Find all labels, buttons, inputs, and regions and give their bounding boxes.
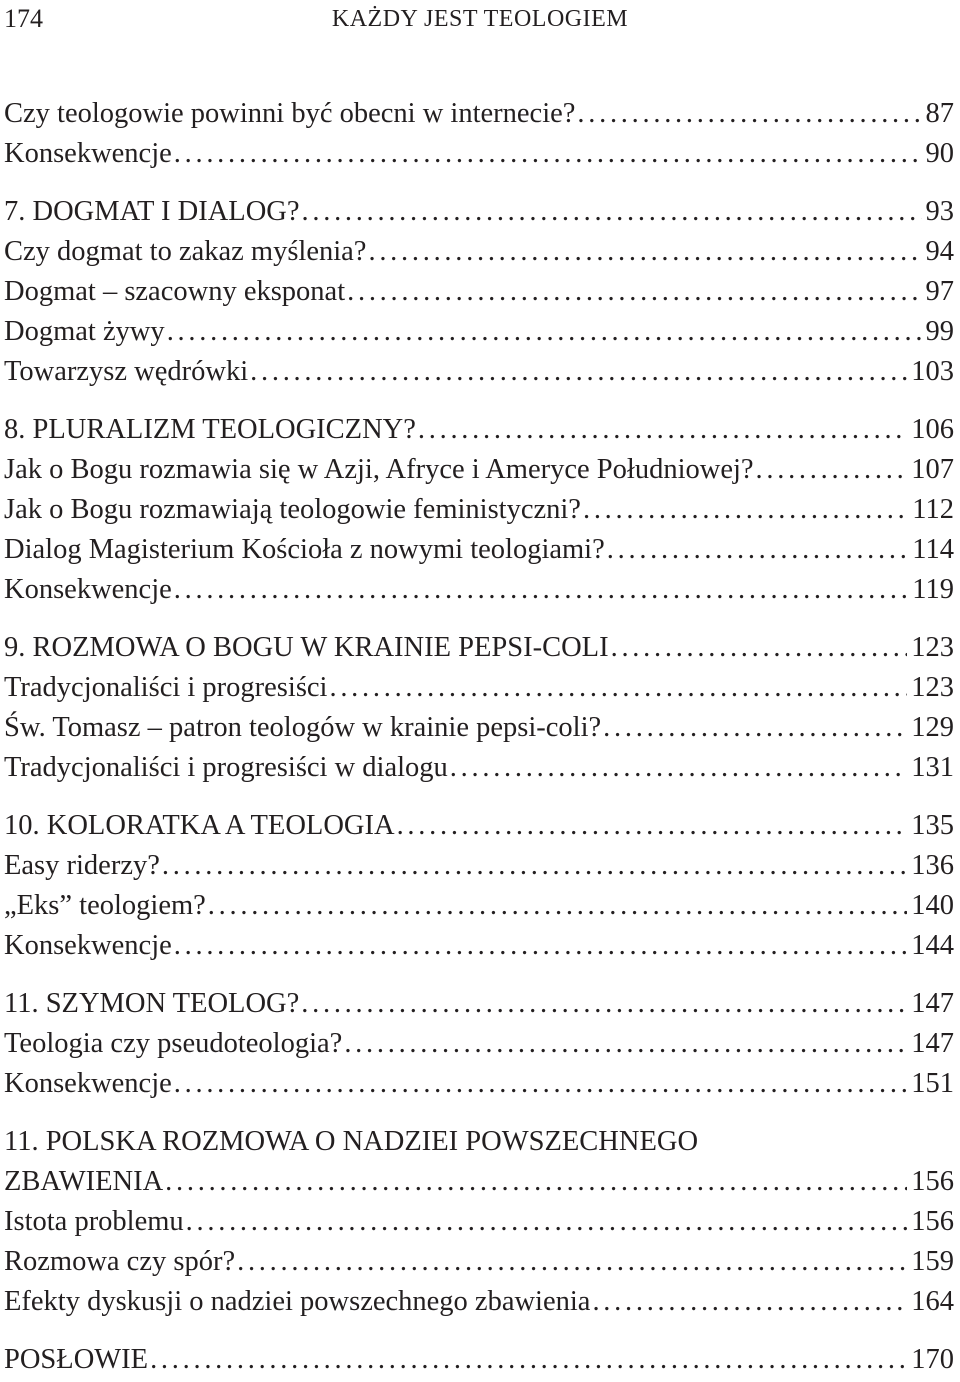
toc-entry	[4, 628, 954, 668]
toc-entry	[4, 410, 954, 450]
toc-entry	[4, 94, 954, 134]
dot-leader	[583, 490, 908, 530]
dot-leader	[162, 846, 907, 886]
toc-entry-page: 147	[911, 988, 954, 1019]
toc-entry-page: 129	[911, 712, 954, 743]
dot-leader	[150, 1340, 907, 1380]
toc-entry	[4, 490, 954, 530]
toc-entry	[4, 312, 954, 352]
dot-leader	[174, 570, 909, 610]
toc-entry	[4, 134, 954, 174]
dot-leader	[237, 1242, 907, 1282]
toc-entry	[4, 570, 954, 610]
toc-entry-page: 135	[911, 810, 954, 841]
toc-entry	[4, 708, 954, 748]
toc-entry-page: 159	[911, 1246, 954, 1277]
toc-entry-page: 103	[911, 356, 954, 387]
dot-leader	[329, 668, 907, 708]
toc-section	[4, 1122, 954, 1322]
toc-entry-title: 10. KOLORATKA A TEOLOGIA	[4, 810, 395, 841]
toc-entry-page: 170	[911, 1344, 954, 1375]
toc-entry-title: Efekty dyskusji o nadziei powszechnego zbawienia	[4, 1286, 591, 1317]
dot-leader	[607, 530, 909, 570]
toc-entry	[4, 352, 954, 392]
dot-leader	[174, 926, 907, 966]
toc-entry-title: Jak o Bogu rozmawia się w Azji, Afryce i Ameryce Południowej?	[4, 454, 754, 485]
toc-entry-page: 90	[925, 138, 954, 169]
toc-entry-title: 8. PLURALIZM TEOLOGICZNY?	[4, 414, 416, 445]
toc-entry	[4, 1064, 954, 1104]
toc-entry	[4, 984, 954, 1024]
toc-entry	[4, 1024, 954, 1064]
toc-entry-title: Tradycjonaliści i progresiści	[4, 672, 328, 703]
toc-entry-title: Jak o Bogu rozmawiają teologowie feministyczni?	[4, 494, 581, 525]
toc-entry	[4, 806, 954, 846]
toc-entry-title: 9. ROZMOWA O BOGU W KRAINIE PEPSI-COLI	[4, 632, 609, 663]
toc-entry-page: 93	[925, 196, 954, 227]
toc-entry-page: 156	[911, 1206, 954, 1237]
toc-entry-title: Dogmat – szacowny eksponat	[4, 276, 346, 307]
dot-leader	[418, 410, 907, 450]
page-number: 174	[4, 4, 43, 33]
toc-entry-page: 94	[925, 236, 954, 267]
toc-entry	[4, 1162, 954, 1202]
toc-entry-title: 11. POLSKA ROZMOWA O NADZIEI POWSZECHNEGO	[4, 1126, 699, 1157]
toc-entry-page: 140	[911, 890, 954, 921]
toc-entry-page: 131	[911, 752, 954, 783]
toc-entry-page: 147	[911, 1028, 954, 1059]
toc-section	[4, 94, 954, 174]
toc-entry-page: 99	[925, 316, 954, 347]
dot-leader	[174, 134, 922, 174]
toc-entry	[4, 1122, 954, 1162]
toc-entry	[4, 530, 954, 570]
dot-leader	[344, 1024, 907, 1064]
toc-section	[4, 984, 954, 1104]
page-header	[4, 2, 956, 36]
toc-section	[4, 410, 954, 610]
dot-leader	[165, 1162, 907, 1202]
toc-entry-title: Konsekwencje	[4, 930, 172, 961]
toc-entry-page: 107	[911, 454, 954, 485]
dot-leader	[186, 1202, 908, 1242]
toc-entry-page: 87	[925, 98, 954, 129]
dot-leader	[450, 748, 907, 788]
toc-entry-page: 123	[911, 672, 954, 703]
toc-entry-title: Towarzysz wędrówki	[4, 356, 249, 387]
toc-entry-title: Easy riderzy?	[4, 850, 160, 881]
dot-leader	[250, 352, 907, 392]
dot-leader	[167, 312, 922, 352]
dot-leader	[347, 272, 921, 312]
toc-entry	[4, 926, 954, 966]
toc-section	[4, 192, 954, 392]
dot-leader	[603, 708, 907, 748]
toc-entry-title: Dialog Magisterium Kościoła z nowymi teologiami?	[4, 534, 605, 565]
toc-entry	[4, 886, 954, 926]
dot-leader	[592, 1282, 907, 1322]
toc-entry	[4, 192, 954, 232]
running-title: KAŻDY JEST TEOLOGIEM	[331, 6, 629, 32]
toc-entry-page: 151	[911, 1068, 954, 1099]
toc-entry	[4, 232, 954, 272]
dot-leader	[577, 94, 921, 134]
toc-entry	[4, 1242, 954, 1282]
dot-leader	[302, 192, 922, 232]
toc-entry-title: Konsekwencje	[4, 138, 172, 169]
dot-leader	[368, 232, 921, 272]
dot-leader	[397, 806, 908, 846]
toc-entry-title: Św. Tomasz – patron teologów w krainie pepsi-coli?	[4, 712, 602, 743]
toc-entry	[4, 1282, 954, 1322]
toc-entry-page: 106	[911, 414, 954, 445]
toc-entry	[4, 668, 954, 708]
toc-entry	[4, 1202, 954, 1242]
toc-section	[4, 1340, 954, 1380]
dot-leader	[174, 1064, 907, 1104]
toc-entry-page: 97	[925, 276, 954, 307]
toc-entry-title: 11. SZYMON TEOLOG?	[4, 988, 300, 1019]
toc-entry-title: ZBAWIENIA	[4, 1166, 164, 1197]
toc-entry-title: Istota problemu	[4, 1206, 184, 1237]
dot-leader	[611, 628, 908, 668]
toc-entry-page: 119	[912, 574, 954, 605]
toc-entry-title: Konsekwencje	[4, 1068, 172, 1099]
toc-entry-title: Rozmowa czy spór?	[4, 1246, 236, 1277]
toc-section	[4, 806, 954, 966]
toc-entry-page: 136	[911, 850, 954, 881]
toc-entry	[4, 450, 954, 490]
toc-entry	[4, 272, 954, 312]
toc-entry-title: Teologia czy pseudoteologia?	[4, 1028, 343, 1059]
toc-entry	[4, 748, 954, 788]
toc-entry-page: 164	[911, 1286, 954, 1317]
toc-entry-title: Czy teologowie powinni być obecni w internecie?	[4, 98, 576, 129]
toc-entry	[4, 1340, 954, 1380]
toc-entry-page: 114	[912, 534, 954, 565]
toc-entry-page: 123	[911, 632, 954, 663]
toc-entry-title: „Eks” teologiem?	[4, 890, 206, 921]
toc-entry-title: Czy dogmat to zakaz myślenia?	[4, 236, 367, 267]
dot-leader	[208, 886, 907, 926]
toc-section	[4, 628, 954, 788]
toc-entry-title: Konsekwencje	[4, 574, 172, 605]
dot-leader	[756, 450, 908, 490]
dot-leader	[301, 984, 907, 1024]
toc-entry-page: 144	[911, 930, 954, 961]
toc-entry-title: 7. DOGMAT I DIALOG?	[4, 196, 300, 227]
toc-entry-title: Tradycjonaliści i progresiści w dialogu	[4, 752, 448, 783]
toc-entry-title: POSŁOWIE	[4, 1344, 149, 1375]
table-of-contents	[4, 94, 954, 1380]
toc-entry	[4, 846, 954, 886]
toc-entry-title: Dogmat żywy	[4, 316, 165, 347]
toc-entry-page: 156	[911, 1166, 954, 1197]
toc-entry-page: 112	[912, 494, 954, 525]
